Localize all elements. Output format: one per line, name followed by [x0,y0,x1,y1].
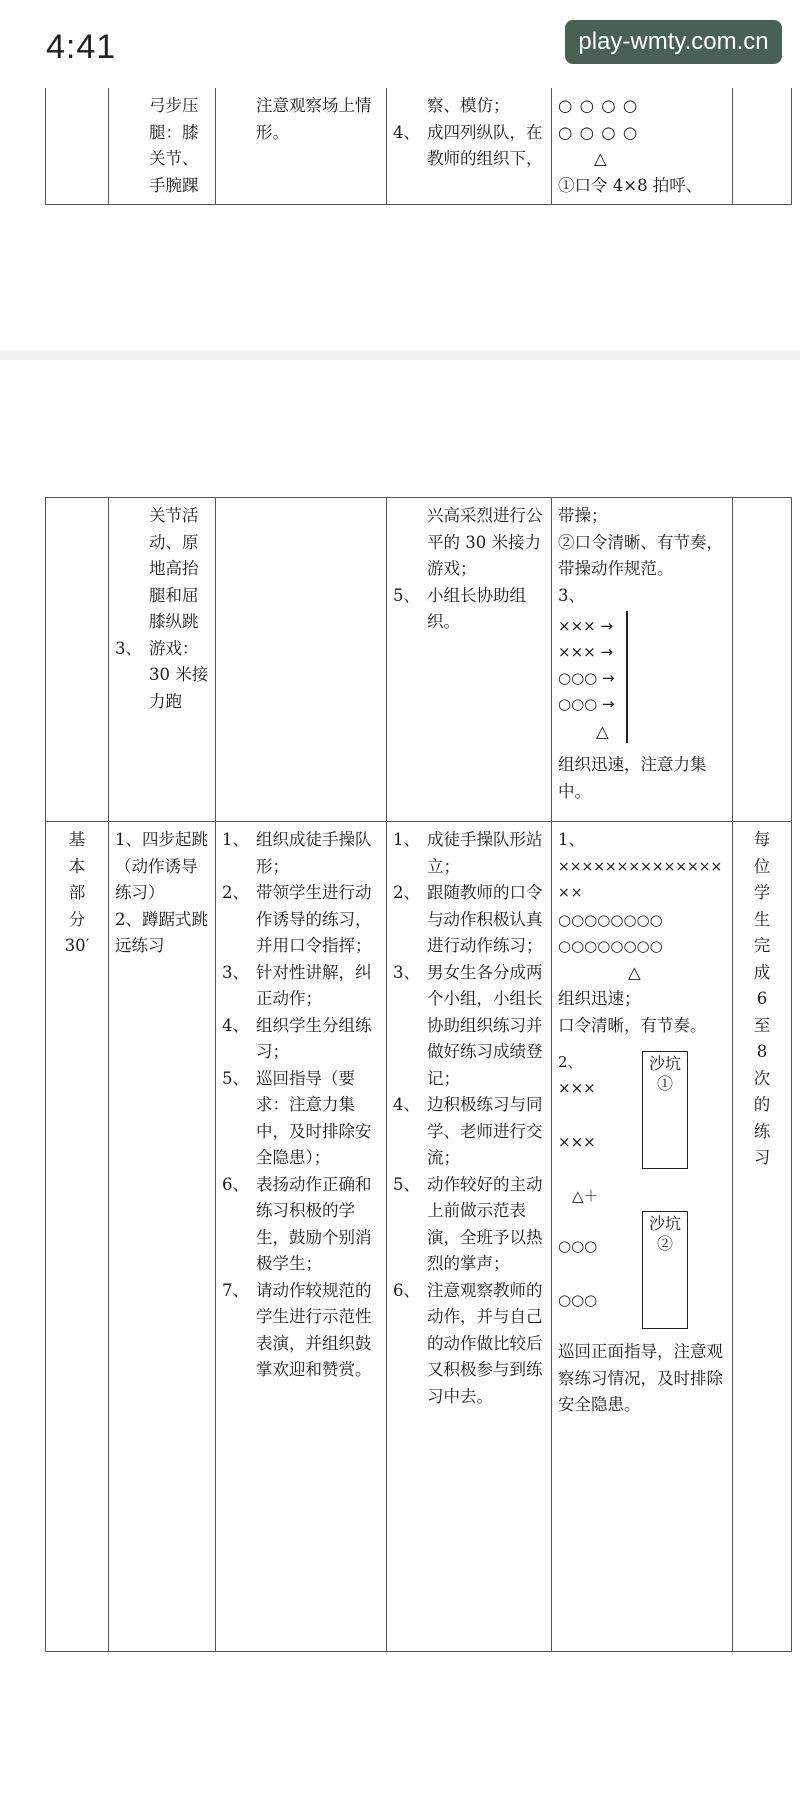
organization-note: 口令清晰，有节奏。 [558,1015,707,1035]
sand-pit-2: 沙坑② [642,1211,688,1329]
formation-row: ○○○○○○○○ [558,937,663,955]
organization-note: ②口令清晰、有节奏，带操动作规范。 [558,532,723,578]
cell-student [387,822,552,1652]
cell-teacher [216,88,387,205]
teacher-item: 6、 表扬动作正确和练习积极的学生，鼓励个别消极学生； [222,1174,372,1273]
cell-organization [552,498,733,822]
group-row: ○○○ [558,1237,598,1255]
student-item: 5、 动作较好的主动上前做示范表演，全班予以热烈的掌声； [393,1174,543,1273]
formation-row: ×××××××××××××× [558,858,723,875]
organization-label: 3、 [558,585,585,605]
section-time: 30′ [64,936,90,955]
cell-student [387,88,552,205]
cell-content [109,498,216,822]
formation-row: ○○○○○○○○ [558,910,663,929]
teacher-plus-icon: △＋ [572,1187,599,1205]
cell-requirement [733,88,792,205]
sand-pit-1: 沙坑① [642,1051,688,1169]
teacher-item: 1、 组织成徒手操队形； [222,830,372,876]
group-row: ××× [558,1079,596,1097]
organization-label: 2、 [558,1053,583,1071]
finish-line [626,611,628,743]
cell-organization [552,822,733,1652]
cell-requirement [733,498,792,822]
formation-row: ×× [558,885,584,901]
document-page-1 [0,88,800,348]
teacher-item: 3、 针对性讲解，纠正动作； [222,962,372,1008]
teacher-item: 5、 巡回指导（要求：注意力集中，及时排除安全隐患）； [222,1068,372,1167]
status-bar [0,0,800,100]
student-text: 兴高采烈进行公平的 30 米接力游戏； [427,506,543,578]
student-item: 5、 小组长协助组织。 [393,585,526,631]
table-fragment-1 [45,88,792,205]
cell-content [109,88,216,205]
content-item: 3、 游戏：30 米接力跑 [115,638,209,711]
formation-row: ○ ○ ○ ○ [558,96,639,115]
teacher-triangle-icon: △ [596,722,609,741]
requirement-text: 每位学生完成6至8次的练习 [753,830,771,1167]
cell-requirement [733,822,792,1652]
content-text: 关节活动、原地高抬腿和屈膝纵跳 [149,506,199,631]
student-item: 4、 成四列纵队，在教师的组织下， [393,122,543,168]
teacher-triangle-icon: △ [594,149,607,168]
section-title: 基本部分 [68,830,86,929]
teacher-text: 注意观察场上情形。 [256,96,372,142]
cell-section [46,88,109,205]
organization-note: 组织迅速，注意力集中。 [558,755,707,801]
teacher-item: 7、 请动作较规范的学生进行示范性表演，并组织鼓掌欢迎和赞赏。 [222,1280,372,1379]
student-item: 2、 跟随教师的口令与动作积极认真进行动作练习； [393,883,543,955]
cell-student [387,498,552,822]
document-page-2 [0,360,800,1806]
status-time: 4:41 [46,28,117,66]
student-item: 1、 成徒手操队形站立； [393,830,543,876]
teacher-item: 2、 带领学生进行动作诱导的练习，并用口令指挥； [222,883,372,955]
organization-note: 带操； [558,506,608,525]
group-row: ××× [558,1133,596,1151]
relay-row: ○○○ → [558,695,615,713]
long-jump-diagram [558,1049,726,1339]
organization-note: ①口令 4×8 拍呼、 [558,175,703,195]
organization-label: 1、 [558,830,585,849]
page-divider [0,350,800,360]
url-watermark[interactable]: play-wmty.com.cn [565,20,782,64]
cell-teacher [216,822,387,1652]
formation-row: ○ ○ ○ ○ [558,122,639,142]
cell-content [109,822,216,1652]
relay-row: ××× → [558,643,614,661]
cell-section [46,498,109,822]
relay-diagram [558,611,726,746]
group-row: ○○○ [558,1291,598,1309]
student-item: 4、 边积极练习与同学、老师进行交流； [393,1095,543,1167]
teacher-triangle-icon: △ [628,962,641,982]
student-item: 3、 男女生各分成两个小组，小组长协助组织练习并做好练习成绩登记； [393,962,543,1088]
content-item: 2、蹲踞式跳远练习 [115,909,208,955]
cell-section-basic [46,822,109,1652]
lesson-plan-table [45,497,792,1652]
teacher-item: 4、 组织学生分组练习； [222,1015,372,1061]
student-item: 6、 注意观察教师的动作，并与自己的动作做比较后又积极参与到练习中去。 [393,1280,543,1406]
organization-note: 巡回正面指导，注意观察练习情况，及时排除安全隐患。 [558,1342,723,1414]
content-text: 弓步压腿：膝关节、手腕踝 [149,96,199,195]
content-item: 1、四步起跳（动作诱导练习） [115,830,208,902]
cell-teacher [216,498,387,822]
organization-note: 组织迅速； [558,989,641,1008]
relay-row: ××× → [558,617,614,635]
student-item: 察、模仿； [427,96,510,115]
relay-row: ○○○ → [558,669,615,687]
cell-organization [552,88,733,205]
